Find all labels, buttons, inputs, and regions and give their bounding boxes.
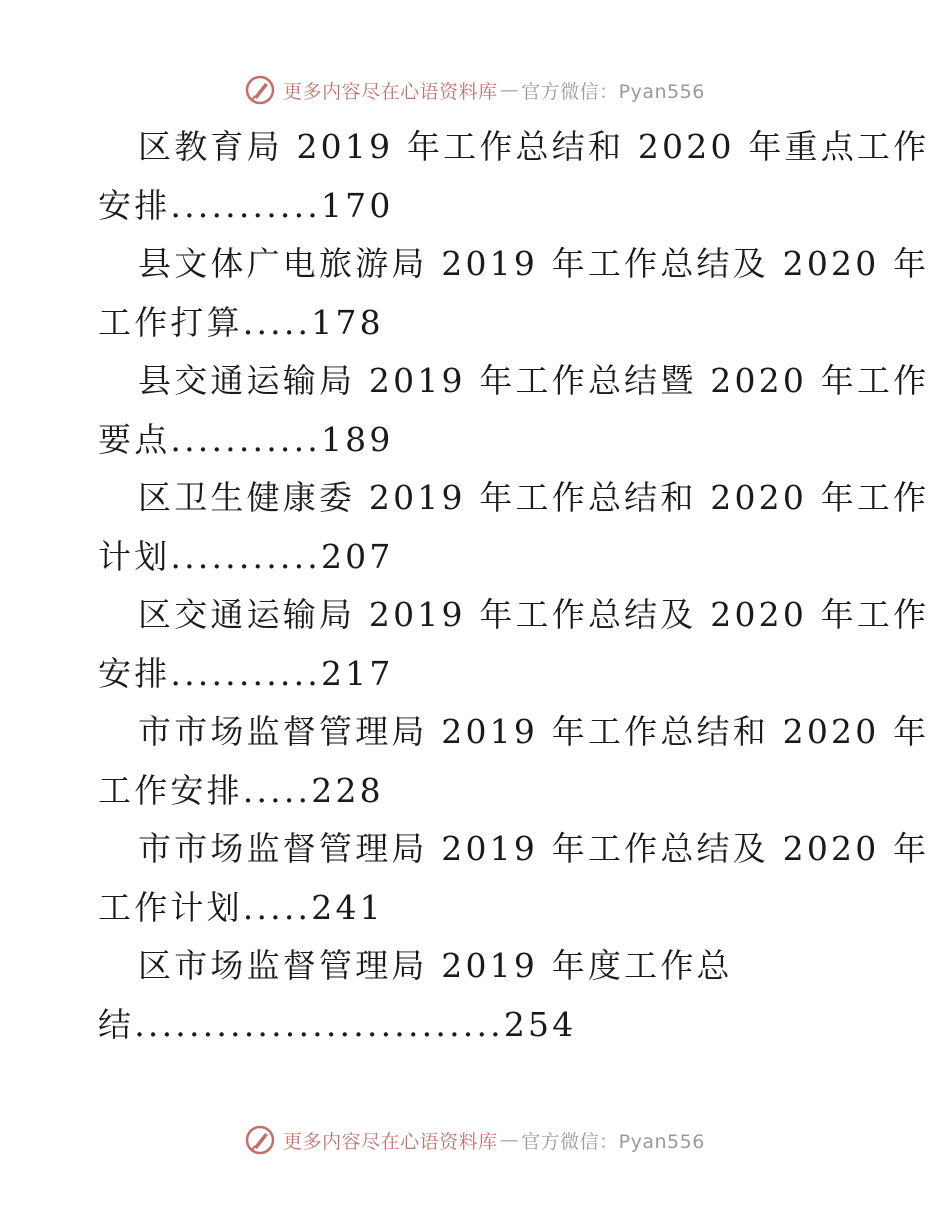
banner-text: 更多内容尽在心语资料库 bbox=[283, 80, 498, 103]
toc-entry-title-continued: 安排...........170 bbox=[98, 185, 394, 225]
toc-entry-title: 县交通运输局 2019 年工作总结暨 2020 年工作 bbox=[138, 361, 930, 400]
toc-entry-title-continued: 安排...........217 bbox=[98, 653, 394, 693]
toc-entry-title-continued: 工作打算.....178 bbox=[98, 302, 384, 342]
toc-entry-title: 区市场监督管理局 2019 年度工作总 bbox=[138, 946, 733, 985]
footer-banner bbox=[0, 1120, 950, 1160]
banner-wechat: 官方微信：Pyan556 bbox=[521, 1130, 705, 1153]
header-banner bbox=[0, 70, 950, 110]
toc-entry-title-continued: 工作计划.....241 bbox=[98, 887, 384, 927]
toc-entry[interactable] bbox=[98, 586, 930, 703]
toc-entry-title-continued: 计划...........207 bbox=[98, 536, 394, 576]
toc-entry-title: 区交通运输局 2019 年工作总结及 2020 年工作 bbox=[138, 595, 930, 634]
toc-entry[interactable] bbox=[98, 703, 930, 820]
banner-separator: — bbox=[499, 1129, 520, 1151]
quill-pen-icon bbox=[245, 75, 275, 105]
toc-entry-title: 区卫生健康委 2019 年工作总结和 2020 年工作 bbox=[138, 478, 930, 517]
toc-entry[interactable] bbox=[98, 118, 930, 235]
toc-entry[interactable] bbox=[98, 937, 858, 1054]
toc-entry-title-continued: 工作安排.....228 bbox=[98, 770, 384, 810]
quill-pen-icon bbox=[245, 1125, 275, 1155]
toc-entry-title-continued: 要点...........189 bbox=[98, 419, 394, 459]
toc-entry-title-continued: 结...........................254 bbox=[98, 1004, 577, 1044]
table-of-contents bbox=[98, 118, 930, 1054]
toc-entry-title: 市市场监督管理局 2019 年工作总结和 2020 年 bbox=[138, 712, 930, 751]
toc-entry[interactable] bbox=[98, 820, 930, 937]
banner-text: 更多内容尽在心语资料库 bbox=[283, 1130, 498, 1153]
toc-entry[interactable] bbox=[98, 352, 930, 469]
toc-entry-title: 县文体广电旅游局 2019 年工作总结及 2020 年 bbox=[138, 244, 930, 283]
banner-wechat: 官方微信：Pyan556 bbox=[521, 80, 705, 103]
toc-entry[interactable] bbox=[98, 235, 930, 352]
toc-entry[interactable] bbox=[98, 469, 930, 586]
toc-entry-title: 区教育局 2019 年工作总结和 2020 年重点工作 bbox=[138, 127, 930, 166]
toc-entry-title: 市市场监督管理局 2019 年工作总结及 2020 年 bbox=[138, 829, 930, 868]
banner-separator: — bbox=[499, 79, 520, 101]
